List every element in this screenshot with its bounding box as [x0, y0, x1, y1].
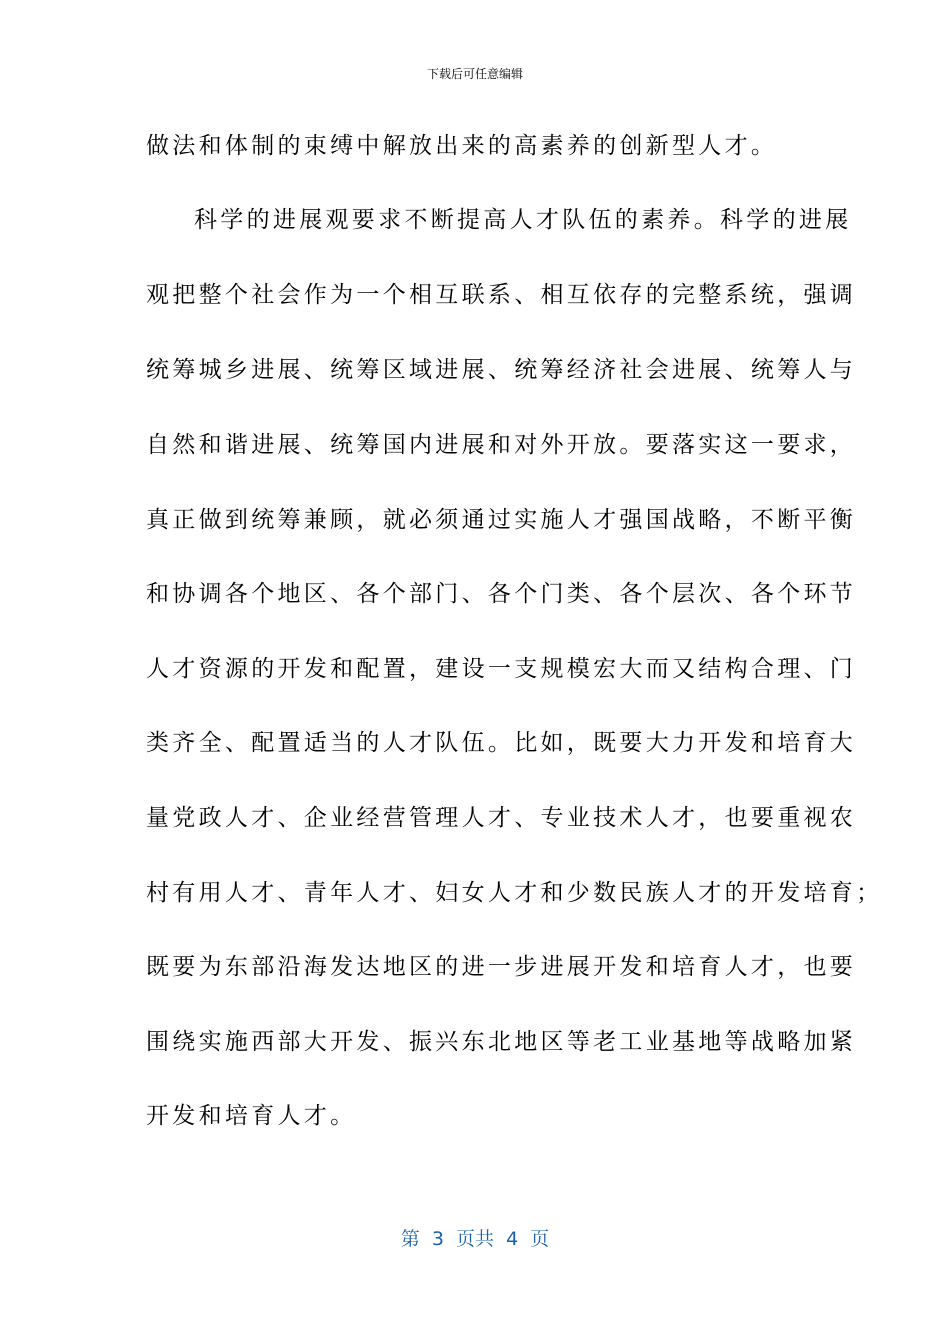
text-line: 统筹城乡进展、统筹区域进展、统筹经济社会进展、统筹人与 [146, 357, 857, 383]
text-line: 量党政人才、企业经营管理人才、专业技术人才，也要重视农 [146, 805, 857, 831]
text-line: 真正做到统筹兼顾，就必须通过实施人才强国战略，不断平衡 [146, 507, 857, 533]
text-line: 观把整个社会作为一个相互联系、相互依存的完整系统，强调 [146, 282, 857, 308]
text-line: 科学的进展观要求不断提高人才队伍的素养。科学的进展 [194, 207, 852, 233]
text-line: 开发和培育人才。 [146, 1103, 357, 1129]
text-line: 围绕实施西部大开发、振兴东北地区等老工业基地等战略加紧 [146, 1029, 857, 1055]
text-line: 人才资源的开发和配置，建设一支规模宏大而又结构合理、门 [146, 656, 857, 682]
text-line: 类齐全、配置适当的人才队伍。比如，既要大力开发和培育大 [146, 730, 857, 756]
text-line: 自然和谐进展、统筹国内进展和对外开放。要落实这一要求， [146, 432, 857, 458]
text-line: 做法和体制的束缚中解放出来的高素养的创新型人才。 [146, 133, 778, 159]
page-number-footer: 第 3 页共 4 页 [400, 1228, 550, 1250]
text-line: 村有用人才、青年人才、妇女人才和少数民族人才的开发培育； [146, 880, 883, 906]
page-header: 下载后可任意编辑 [426, 67, 523, 81]
text-line: 既要为东部沿海发达地区的进一步进展开发和培育人才，也要 [146, 954, 857, 980]
text-line: 和协调各个地区、各个部门、各个门类、各个层次、各个环节 [146, 581, 857, 607]
